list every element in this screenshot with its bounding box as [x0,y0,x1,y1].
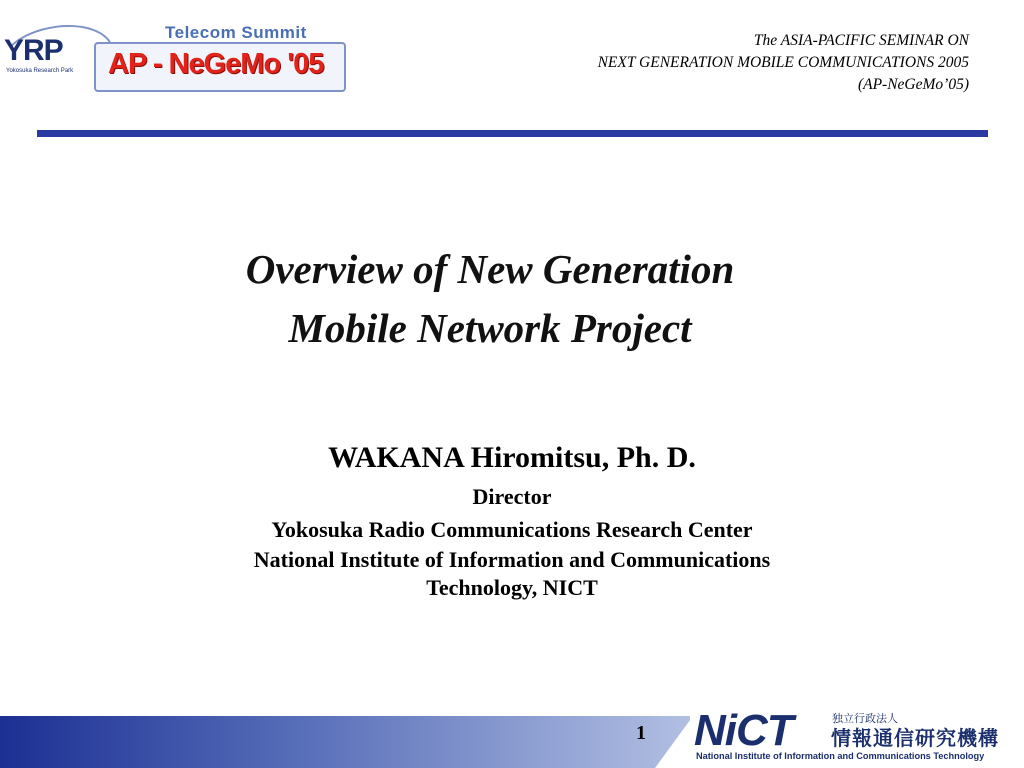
author-role: Director [472,484,552,509]
author-org-line-2: Technology, NICT [426,575,598,600]
slide-title [0,240,980,358]
author-org-line-1: National Institute of Information and Communications [253,547,771,572]
author-name: WAKANA Hiromitsu, Ph. D. [328,441,696,474]
seminar-line-1: The ASIA-PACIFIC SEMINAR ON [753,32,969,49]
nict-jp-prefix: 独立行政法人 [832,712,898,725]
telecom-summit-label: Telecom Summit [165,23,307,42]
footer-gradient-bar [0,716,690,768]
yrp-subtitle: Yokosuka Research Park [6,68,74,74]
yrp-logo: YRP [4,34,63,67]
seminar-line-2: NEXT GENERATION MOBILE COMMUNICATIONS 2005 [597,54,969,71]
slide-title-line-2: Mobile Network Project [288,305,692,351]
footer-bar-slant [655,716,693,768]
nict-en-name: National Institute of Information and Communications Technology [696,751,985,761]
slide-title-line-1: Overview of New Generation [245,246,735,292]
author-block [0,436,1024,602]
conference-logo [0,18,350,98]
nict-logo: NiCT [694,706,793,755]
seminar-header [409,30,969,96]
page-number: 1 [636,722,646,744]
header-divider [37,130,988,137]
event-logo-text: AP - NeGeMo '05 [108,48,324,80]
seminar-line-3: (AP-NeGeMo’05) [857,76,969,93]
author-center: Yokosuka Radio Communications Research Center [271,517,753,542]
nict-jp-name: 情報通信研究機構 [831,726,999,750]
